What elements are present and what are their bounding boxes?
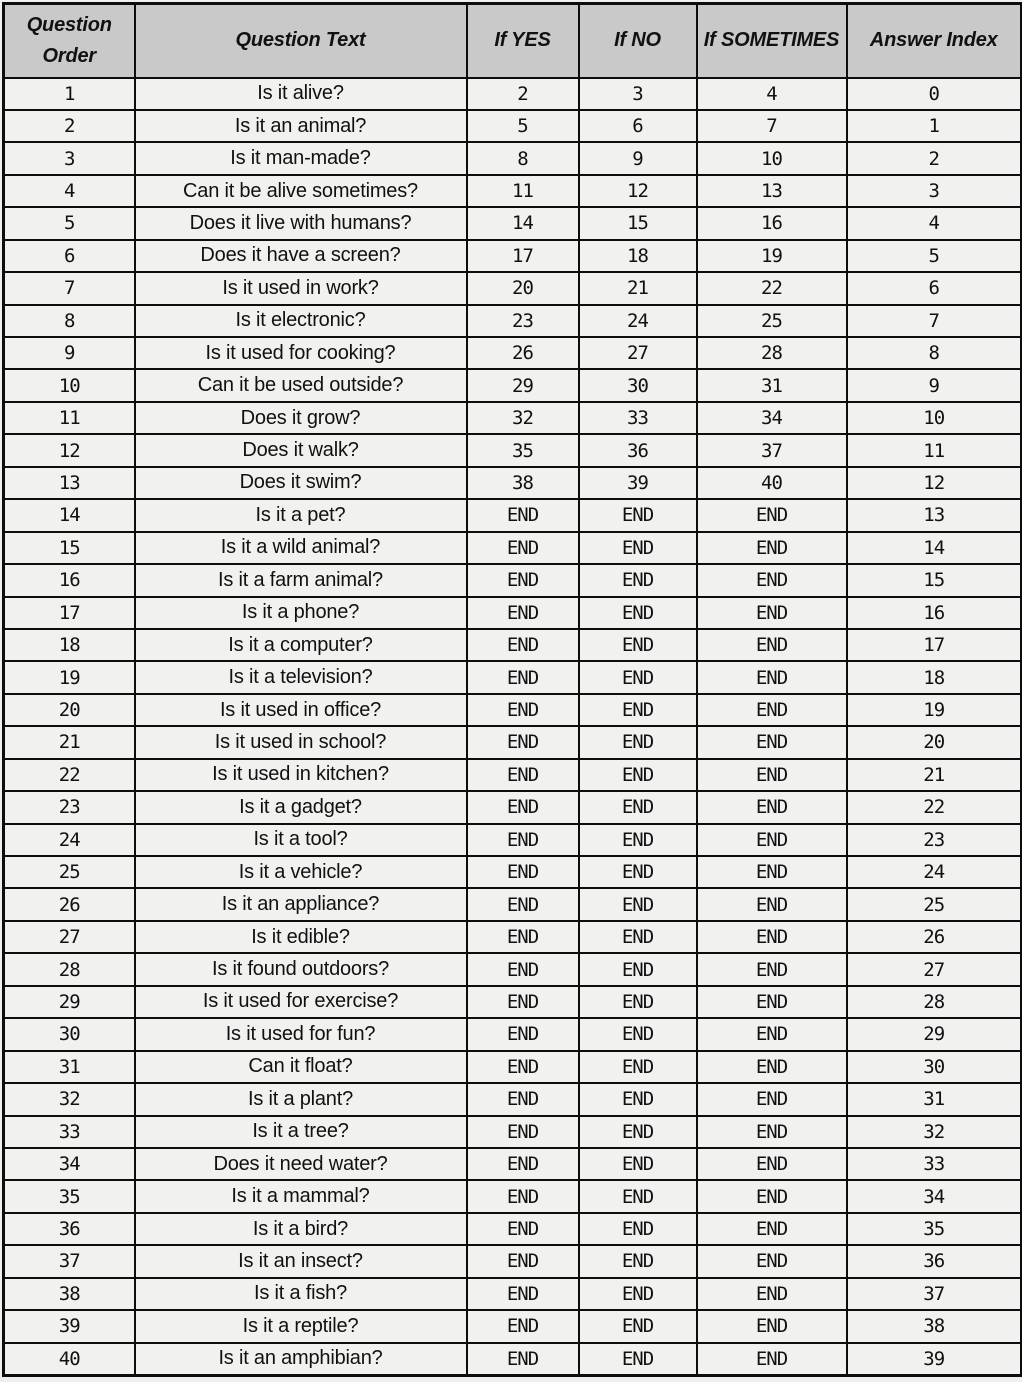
cell-if-sometimes: 37	[697, 434, 847, 466]
cell-if-sometimes: 25	[697, 305, 847, 337]
cell-if-yes: END	[467, 629, 579, 661]
cell-if-yes: END	[467, 1051, 579, 1083]
column-header-question-text: Question Text	[135, 4, 467, 78]
table-row	[4, 1180, 1022, 1212]
table-row	[4, 369, 1022, 401]
cell-if-yes: END	[467, 856, 579, 888]
cell-if-sometimes: END	[697, 888, 847, 920]
cell-if-yes: END	[467, 921, 579, 953]
table-row	[4, 921, 1022, 953]
cell-if-sometimes: 31	[697, 369, 847, 401]
cell-if-yes: 11	[467, 175, 579, 207]
table-row	[4, 402, 1022, 434]
cell-question-order: 24	[4, 824, 135, 856]
cell-if-sometimes: 28	[697, 337, 847, 369]
cell-if-no: END	[579, 824, 697, 856]
cell-answer-index: 4	[847, 207, 1022, 239]
cell-answer-index: 34	[847, 1180, 1022, 1212]
cell-if-sometimes: END	[697, 1148, 847, 1180]
cell-answer-index: 38	[847, 1310, 1022, 1342]
cell-answer-index: 13	[847, 499, 1022, 531]
cell-if-no: END	[579, 694, 697, 726]
cell-answer-index: 1	[847, 110, 1022, 142]
cell-question-order: 13	[4, 467, 135, 499]
cell-if-sometimes: END	[697, 499, 847, 531]
cell-if-no: END	[579, 1180, 697, 1212]
cell-if-no: END	[579, 564, 697, 596]
cell-answer-index: 5	[847, 240, 1022, 272]
table-row	[4, 240, 1022, 272]
table-row	[4, 78, 1022, 110]
cell-if-sometimes: 4	[697, 78, 847, 110]
table-row	[4, 532, 1022, 564]
cell-if-yes: END	[467, 1180, 579, 1212]
cell-if-sometimes: END	[697, 1278, 847, 1310]
cell-question-text: Does it swim?	[135, 467, 467, 499]
cell-question-text: Is it an insect?	[135, 1245, 467, 1277]
cell-if-no: END	[579, 1213, 697, 1245]
cell-question-order: 11	[4, 402, 135, 434]
cell-if-no: END	[579, 532, 697, 564]
cell-question-order: 18	[4, 629, 135, 661]
cell-question-text: Is it edible?	[135, 921, 467, 953]
cell-answer-index: 15	[847, 564, 1022, 596]
cell-if-yes: END	[467, 661, 579, 693]
table-row	[4, 986, 1022, 1018]
column-header-if-sometimes: If SOMETIMES	[697, 4, 847, 78]
cell-if-no: 21	[579, 272, 697, 304]
cell-question-order: 9	[4, 337, 135, 369]
cell-if-yes: END	[467, 1213, 579, 1245]
cell-if-sometimes: END	[697, 597, 847, 629]
cell-if-no: END	[579, 791, 697, 823]
cell-answer-index: 7	[847, 305, 1022, 337]
cell-question-order: 6	[4, 240, 135, 272]
cell-if-yes: END	[467, 694, 579, 726]
cell-question-text: Is it used for cooking?	[135, 337, 467, 369]
cell-answer-index: 31	[847, 1083, 1022, 1115]
cell-if-no: 24	[579, 305, 697, 337]
cell-question-order: 34	[4, 1148, 135, 1180]
table-row	[4, 499, 1022, 531]
table-row	[4, 564, 1022, 596]
cell-question-order: 40	[4, 1343, 135, 1375]
cell-question-text: Does it live with humans?	[135, 207, 467, 239]
cell-question-order: 19	[4, 661, 135, 693]
cell-if-yes: END	[467, 1278, 579, 1310]
table-row	[4, 661, 1022, 693]
cell-question-text: Is it a tree?	[135, 1116, 467, 1148]
table-row	[4, 1148, 1022, 1180]
cell-if-yes: END	[467, 888, 579, 920]
table-row	[4, 824, 1022, 856]
cell-question-text: Is it a plant?	[135, 1083, 467, 1115]
table-body	[4, 78, 1022, 1376]
cell-question-text: Is it used in work?	[135, 272, 467, 304]
cell-question-order: 23	[4, 791, 135, 823]
cell-question-order: 36	[4, 1213, 135, 1245]
cell-answer-index: 6	[847, 272, 1022, 304]
cell-question-order: 12	[4, 434, 135, 466]
cell-if-no: 9	[579, 142, 697, 174]
cell-if-no: 30	[579, 369, 697, 401]
column-header-question-order: Question Order	[4, 4, 135, 78]
cell-question-order: 4	[4, 175, 135, 207]
cell-answer-index: 10	[847, 402, 1022, 434]
cell-question-text: Is it a wild animal?	[135, 532, 467, 564]
cell-if-no: END	[579, 1343, 697, 1375]
cell-if-sometimes: 13	[697, 175, 847, 207]
cell-if-no: 39	[579, 467, 697, 499]
cell-if-yes: END	[467, 499, 579, 531]
cell-answer-index: 19	[847, 694, 1022, 726]
cell-if-yes: END	[467, 953, 579, 985]
cell-if-sometimes: END	[697, 856, 847, 888]
cell-question-order: 38	[4, 1278, 135, 1310]
cell-answer-index: 30	[847, 1051, 1022, 1083]
cell-if-yes: 26	[467, 337, 579, 369]
cell-question-order: 8	[4, 305, 135, 337]
cell-question-order: 25	[4, 856, 135, 888]
cell-if-yes: END	[467, 1116, 579, 1148]
cell-if-sometimes: END	[697, 986, 847, 1018]
cell-question-text: Can it be alive sometimes?	[135, 175, 467, 207]
cell-question-text: Is it found outdoors?	[135, 953, 467, 985]
cell-answer-index: 23	[847, 824, 1022, 856]
cell-if-yes: END	[467, 726, 579, 758]
cell-if-sometimes: END	[697, 1245, 847, 1277]
table-row	[4, 726, 1022, 758]
cell-answer-index: 29	[847, 1018, 1022, 1050]
table-row	[4, 1278, 1022, 1310]
cell-if-no: 12	[579, 175, 697, 207]
cell-answer-index: 9	[847, 369, 1022, 401]
cell-question-order: 7	[4, 272, 135, 304]
cell-question-text: Is it a computer?	[135, 629, 467, 661]
cell-answer-index: 17	[847, 629, 1022, 661]
table-row	[4, 694, 1022, 726]
cell-if-sometimes: END	[697, 726, 847, 758]
cell-question-order: 27	[4, 921, 135, 953]
cell-answer-index: 36	[847, 1245, 1022, 1277]
cell-answer-index: 11	[847, 434, 1022, 466]
question-table	[2, 2, 1022, 1377]
cell-if-no: 36	[579, 434, 697, 466]
table-row	[4, 305, 1022, 337]
cell-answer-index: 14	[847, 532, 1022, 564]
cell-question-text: Is it a tool?	[135, 824, 467, 856]
cell-if-sometimes: END	[697, 629, 847, 661]
cell-answer-index: 39	[847, 1343, 1022, 1375]
cell-if-sometimes: END	[697, 564, 847, 596]
cell-question-order: 39	[4, 1310, 135, 1342]
cell-answer-index: 35	[847, 1213, 1022, 1245]
cell-question-text: Is it electronic?	[135, 305, 467, 337]
cell-answer-index: 16	[847, 597, 1022, 629]
cell-question-text: Is it an appliance?	[135, 888, 467, 920]
cell-if-no: END	[579, 921, 697, 953]
column-header-if-yes: If YES	[467, 4, 579, 78]
cell-if-yes: 32	[467, 402, 579, 434]
table-row	[4, 597, 1022, 629]
cell-if-no: END	[579, 597, 697, 629]
cell-question-order: 33	[4, 1116, 135, 1148]
cell-if-no: END	[579, 629, 697, 661]
cell-question-order: 28	[4, 953, 135, 985]
cell-question-order: 26	[4, 888, 135, 920]
cell-if-sometimes: END	[697, 1213, 847, 1245]
cell-question-order: 17	[4, 597, 135, 629]
cell-if-no: END	[579, 1245, 697, 1277]
cell-question-order: 14	[4, 499, 135, 531]
table-row	[4, 1018, 1022, 1050]
cell-question-text: Is it used in kitchen?	[135, 759, 467, 791]
cell-if-sometimes: 22	[697, 272, 847, 304]
cell-question-order: 21	[4, 726, 135, 758]
cell-if-yes: END	[467, 1018, 579, 1050]
cell-if-yes: END	[467, 1148, 579, 1180]
cell-question-order: 37	[4, 1245, 135, 1277]
table-row	[4, 1116, 1022, 1148]
cell-if-yes: END	[467, 597, 579, 629]
cell-question-text: Is it man-made?	[135, 142, 467, 174]
cell-if-sometimes: END	[697, 921, 847, 953]
cell-question-text: Is it alive?	[135, 78, 467, 110]
cell-if-yes: END	[467, 1083, 579, 1115]
cell-if-no: END	[579, 1018, 697, 1050]
cell-if-sometimes: END	[697, 824, 847, 856]
cell-if-no: END	[579, 726, 697, 758]
table-row	[4, 434, 1022, 466]
cell-question-text: Is it a bird?	[135, 1213, 467, 1245]
cell-answer-index: 25	[847, 888, 1022, 920]
cell-question-text: Is it a television?	[135, 661, 467, 693]
cell-answer-index: 37	[847, 1278, 1022, 1310]
table-row	[4, 629, 1022, 661]
cell-question-order: 22	[4, 759, 135, 791]
cell-question-text: Is it a reptile?	[135, 1310, 467, 1342]
cell-if-no: 33	[579, 402, 697, 434]
cell-if-sometimes: 19	[697, 240, 847, 272]
table-row	[4, 1213, 1022, 1245]
cell-answer-index: 21	[847, 759, 1022, 791]
cell-if-yes: 23	[467, 305, 579, 337]
cell-if-sometimes: END	[697, 953, 847, 985]
cell-answer-index: 32	[847, 1116, 1022, 1148]
table-row	[4, 791, 1022, 823]
cell-answer-index: 2	[847, 142, 1022, 174]
cell-question-order: 15	[4, 532, 135, 564]
cell-question-text: Is it a fish?	[135, 1278, 467, 1310]
cell-question-order: 2	[4, 110, 135, 142]
table-header	[4, 4, 1022, 78]
table-row	[4, 953, 1022, 985]
cell-question-text: Is it used in office?	[135, 694, 467, 726]
cell-if-sometimes: END	[697, 1310, 847, 1342]
table-row	[4, 1343, 1022, 1375]
cell-answer-index: 12	[847, 467, 1022, 499]
cell-if-no: 6	[579, 110, 697, 142]
cell-if-no: END	[579, 499, 697, 531]
cell-if-no: 3	[579, 78, 697, 110]
cell-if-sometimes: END	[697, 661, 847, 693]
cell-answer-index: 22	[847, 791, 1022, 823]
cell-question-text: Does it grow?	[135, 402, 467, 434]
cell-if-sometimes: END	[697, 791, 847, 823]
cell-if-no: 15	[579, 207, 697, 239]
cell-question-text: Can it be used outside?	[135, 369, 467, 401]
cell-if-no: END	[579, 1083, 697, 1115]
cell-question-text: Does it have a screen?	[135, 240, 467, 272]
header-row	[4, 4, 1022, 78]
cell-question-text: Is it a farm animal?	[135, 564, 467, 596]
cell-question-order: 10	[4, 369, 135, 401]
cell-if-yes: END	[467, 986, 579, 1018]
cell-question-text: Is it used for fun?	[135, 1018, 467, 1050]
cell-if-yes: 5	[467, 110, 579, 142]
cell-answer-index: 8	[847, 337, 1022, 369]
cell-if-no: 18	[579, 240, 697, 272]
cell-question-order: 16	[4, 564, 135, 596]
cell-question-order: 32	[4, 1083, 135, 1115]
cell-answer-index: 18	[847, 661, 1022, 693]
cell-question-text: Is it an amphibian?	[135, 1343, 467, 1375]
table-row	[4, 888, 1022, 920]
cell-if-yes: 29	[467, 369, 579, 401]
cell-if-no: 27	[579, 337, 697, 369]
table-row	[4, 207, 1022, 239]
cell-if-yes: 2	[467, 78, 579, 110]
cell-if-no: END	[579, 856, 697, 888]
cell-question-text: Is it a phone?	[135, 597, 467, 629]
cell-if-yes: 35	[467, 434, 579, 466]
cell-if-sometimes: END	[697, 1051, 847, 1083]
cell-if-no: END	[579, 1148, 697, 1180]
column-header-answer-index: Answer Index	[847, 4, 1022, 78]
cell-if-sometimes: END	[697, 532, 847, 564]
cell-if-yes: 8	[467, 142, 579, 174]
cell-if-sometimes: END	[697, 694, 847, 726]
table-row	[4, 1083, 1022, 1115]
cell-if-yes: 20	[467, 272, 579, 304]
cell-question-order: 35	[4, 1180, 135, 1212]
cell-if-no: END	[579, 661, 697, 693]
cell-if-sometimes: END	[697, 1018, 847, 1050]
cell-question-order: 1	[4, 78, 135, 110]
cell-if-no: END	[579, 1116, 697, 1148]
cell-if-yes: END	[467, 564, 579, 596]
cell-if-no: END	[579, 953, 697, 985]
table-row	[4, 1310, 1022, 1342]
cell-if-yes: END	[467, 1245, 579, 1277]
cell-answer-index: 3	[847, 175, 1022, 207]
cell-answer-index: 28	[847, 986, 1022, 1018]
table-row	[4, 759, 1022, 791]
cell-answer-index: 20	[847, 726, 1022, 758]
cell-question-text: Is it a pet?	[135, 499, 467, 531]
table-row	[4, 175, 1022, 207]
table-row	[4, 856, 1022, 888]
cell-if-sometimes: 34	[697, 402, 847, 434]
cell-question-text: Is it a mammal?	[135, 1180, 467, 1212]
cell-if-yes: END	[467, 1310, 579, 1342]
cell-answer-index: 26	[847, 921, 1022, 953]
table-row	[4, 110, 1022, 142]
cell-if-no: END	[579, 759, 697, 791]
cell-if-no: END	[579, 1310, 697, 1342]
cell-if-sometimes: 10	[697, 142, 847, 174]
cell-question-order: 20	[4, 694, 135, 726]
cell-question-text: Is it a vehicle?	[135, 856, 467, 888]
cell-answer-index: 27	[847, 953, 1022, 985]
cell-if-yes: 17	[467, 240, 579, 272]
cell-question-text: Does it need water?	[135, 1148, 467, 1180]
table-row	[4, 1051, 1022, 1083]
cell-if-no: END	[579, 1051, 697, 1083]
table-row	[4, 1245, 1022, 1277]
cell-if-yes: END	[467, 1343, 579, 1375]
cell-if-sometimes: END	[697, 1083, 847, 1115]
cell-if-no: END	[579, 1278, 697, 1310]
cell-if-sometimes: 7	[697, 110, 847, 142]
cell-question-text: Is it used in school?	[135, 726, 467, 758]
cell-question-text: Can it float?	[135, 1051, 467, 1083]
cell-answer-index: 33	[847, 1148, 1022, 1180]
cell-if-yes: 14	[467, 207, 579, 239]
column-header-if-no: If NO	[579, 4, 697, 78]
cell-answer-index: 0	[847, 78, 1022, 110]
cell-answer-index: 24	[847, 856, 1022, 888]
cell-question-text: Is it a gadget?	[135, 791, 467, 823]
cell-question-order: 29	[4, 986, 135, 1018]
cell-if-sometimes: 40	[697, 467, 847, 499]
cell-if-no: END	[579, 888, 697, 920]
cell-if-yes: END	[467, 824, 579, 856]
cell-question-order: 3	[4, 142, 135, 174]
cell-question-text: Is it an animal?	[135, 110, 467, 142]
cell-if-sometimes: 16	[697, 207, 847, 239]
cell-if-yes: END	[467, 759, 579, 791]
cell-if-sometimes: END	[697, 1180, 847, 1212]
cell-if-no: END	[579, 986, 697, 1018]
cell-if-yes: END	[467, 791, 579, 823]
cell-question-order: 30	[4, 1018, 135, 1050]
cell-if-yes: END	[467, 532, 579, 564]
cell-if-yes: 38	[467, 467, 579, 499]
cell-question-order: 31	[4, 1051, 135, 1083]
cell-if-sometimes: END	[697, 1343, 847, 1375]
table-row	[4, 337, 1022, 369]
table-row	[4, 272, 1022, 304]
table-row	[4, 142, 1022, 174]
cell-if-sometimes: END	[697, 1116, 847, 1148]
cell-question-order: 5	[4, 207, 135, 239]
cell-question-text: Is it used for exercise?	[135, 986, 467, 1018]
cell-question-text: Does it walk?	[135, 434, 467, 466]
table-row	[4, 467, 1022, 499]
cell-if-sometimes: END	[697, 759, 847, 791]
